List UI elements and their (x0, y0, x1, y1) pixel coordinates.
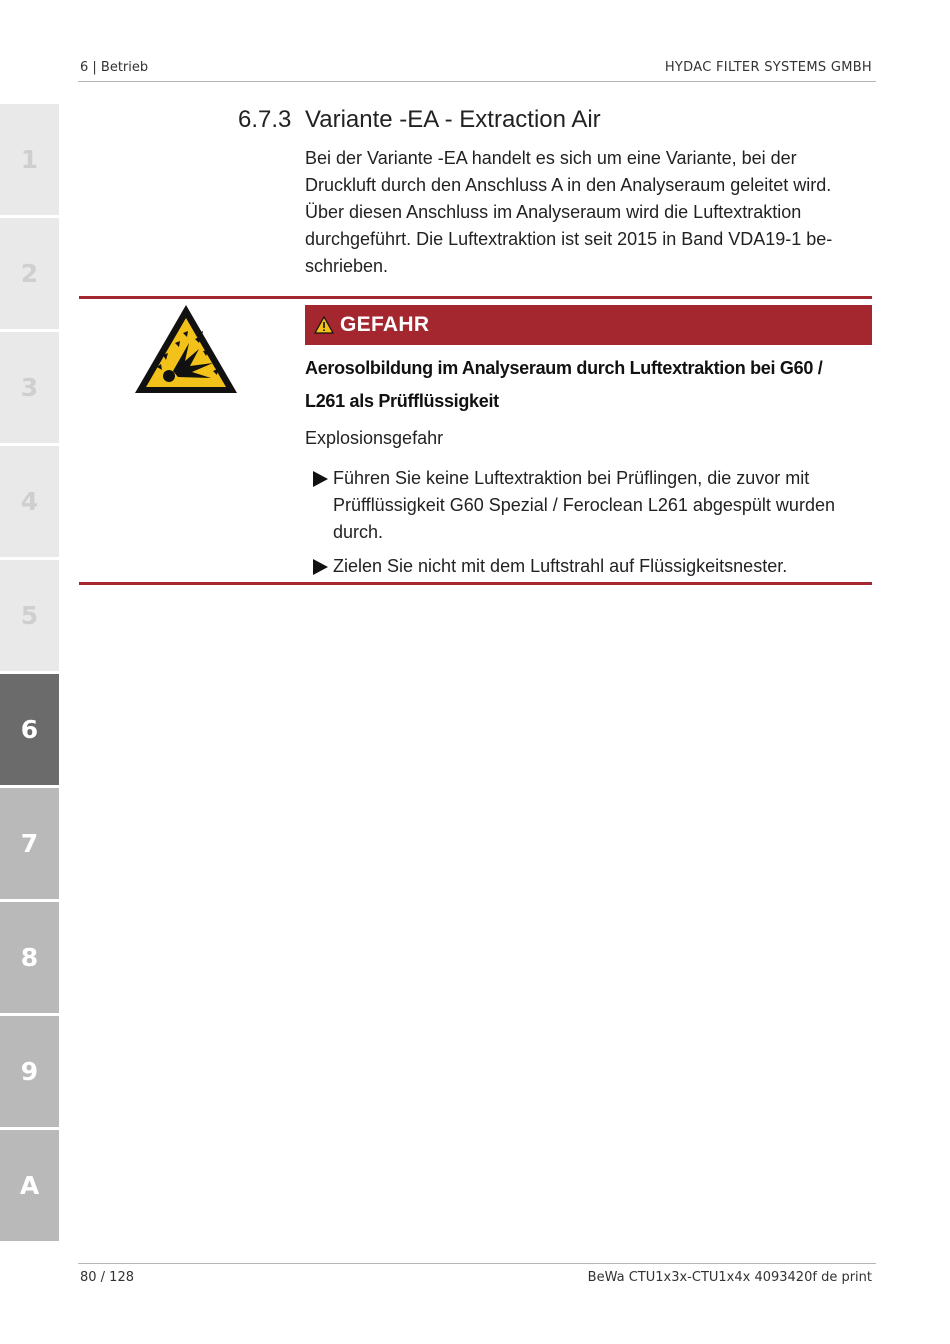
signal-word: GEFAHR (340, 313, 430, 336)
chapter-tab-5[interactable]: 5 (0, 560, 59, 671)
page-number: 80 / 128 (80, 1270, 134, 1285)
action-line: Prüfflüssigkeit G60 Spezial / Feroclean L261 abgespült wurden (333, 495, 835, 515)
section-number: 6.7.3 (238, 106, 292, 133)
chapter-tab-9[interactable]: 9 (0, 1016, 59, 1127)
running-header-company: HYDAC FILTER SYSTEMS GMBH (664, 60, 872, 75)
intro-line: Bei der Variante -EA handelt es sich um eine Variante, bei der (305, 148, 797, 168)
hazard-consequence: Explosionsgefahr (305, 428, 444, 448)
running-header-chapter: 6 | Betrieb (80, 60, 149, 75)
chapter-tab-6[interactable]: 6 (0, 674, 59, 785)
intro-line: durchgeführt. Die Luftextraktion ist seit 2015 in Band VDA19-1 be- (305, 229, 833, 249)
chapter-tab-1[interactable]: 1 (0, 104, 59, 215)
chapter-tab-4[interactable]: 4 (0, 446, 59, 557)
explosive-hazard-icon (133, 303, 239, 396)
intro-paragraph (305, 145, 875, 280)
warning-triangle-icon (314, 316, 334, 334)
chapter-tab-2[interactable]: 2 (0, 218, 59, 329)
document-id: BeWa CTU1x3x-CTU1x4x 4093420f de print (587, 1270, 872, 1285)
action-item (313, 465, 873, 546)
chapter-tab-3[interactable]: 3 (0, 332, 59, 443)
action-arrow-icon (313, 465, 333, 546)
header-divider (78, 81, 876, 82)
chapter-tab-7[interactable]: 7 (0, 788, 59, 899)
danger-banner (305, 305, 872, 345)
intro-line: schrieben. (305, 256, 389, 276)
warning-top-rule (79, 296, 872, 299)
action-line: durch. (333, 522, 384, 542)
warning-bottom-rule (79, 582, 872, 585)
chapter-tab-strip (0, 104, 59, 1244)
hazard-title-line: Aerosolbildung im Analyseraum durch Luftextraktion bei G60 / (305, 358, 823, 378)
intro-line: Über diesen Anschluss im Analyseraum wird die Luftextraktion (305, 202, 802, 222)
action-line: Zielen Sie nicht mit dem Luftstrahl auf Flüssigkeitsnester. (333, 556, 788, 576)
chapter-tab-8[interactable]: 8 (0, 902, 59, 1013)
intro-line: Druckluft durch den Anschluss A in den Analyseraum geleitet wird. (305, 175, 832, 195)
hazard-actions (313, 465, 873, 587)
action-item (313, 553, 873, 580)
chapter-tab-a[interactable]: A (0, 1130, 59, 1241)
hazard-title (305, 352, 865, 418)
action-line: Führen Sie keine Luftextraktion bei Prüflingen, die zuvor mit (333, 468, 810, 488)
section-title: Variante -EA - Extraction Air (305, 106, 601, 133)
action-arrow-icon (313, 553, 333, 580)
footer-divider (78, 1263, 876, 1264)
hazard-title-line: L261 als Prüfflüssigkeit (305, 391, 499, 411)
